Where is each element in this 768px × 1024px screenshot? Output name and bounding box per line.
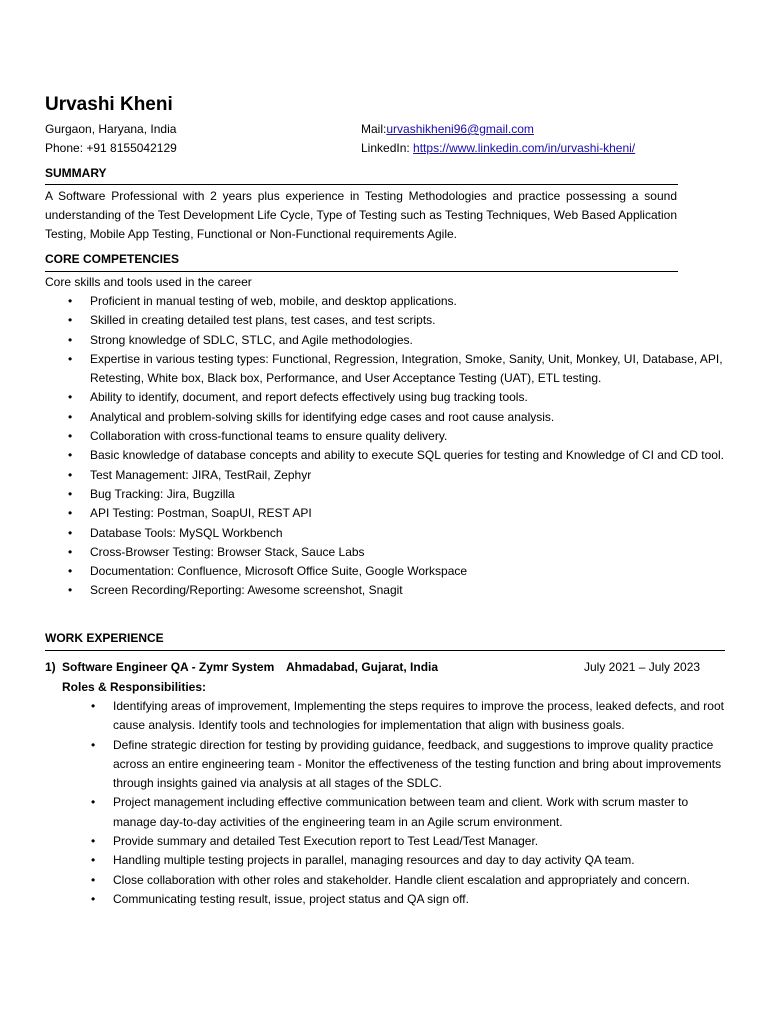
contact-left: [45, 120, 177, 158]
bullet-icon: •: [68, 544, 73, 559]
summary-text: A Software Professional with 2 years plus experience in Testing Methodologies and practice possessing a sound understanding of the Test Development Life Cycle, Type of Testing such as Testing Techniques, Web Based Application Testing, Mobile App Testing, Functional or Non-Functional requirements Agile.: [45, 189, 677, 242]
bullet-icon: •: [91, 699, 96, 713]
list-item-text: Bug Tracking: Jira, Bugzilla: [90, 486, 235, 501]
list-item-text: Handling multiple testing projects in parallel, managing resources and day to day activity QA team.: [113, 853, 635, 868]
job-title: Software Engineer QA - Zymr System: [62, 660, 275, 674]
list-item-text: Collaboration with cross-functional teams to ensure quality delivery.: [90, 429, 448, 444]
list-item: [68, 388, 728, 407]
bullet-icon: •: [91, 891, 96, 906]
bullet-icon: •: [68, 525, 73, 540]
list-item-text: Proficient in manual testing of web, mobile, and desktop applications.: [90, 294, 457, 308]
list-item-text: Ability to identify, document, and report defects effectively using bug tracking tools.: [90, 390, 528, 405]
candidate-name: Urvashi Kheni: [45, 94, 173, 115]
competencies-intro: Core skills and tools used in the career: [45, 275, 252, 289]
bullet-icon: •: [68, 486, 73, 501]
linkedin-label: LinkedIn:: [361, 141, 414, 155]
job-location: Ahmadabad, Gujarat, India: [286, 660, 439, 674]
roles-heading: Roles & Responsibilities:: [62, 680, 207, 694]
competencies-heading: CORE COMPETENCIES: [45, 252, 180, 266]
list-item: [91, 832, 725, 851]
competencies-divider: [45, 271, 678, 272]
experience-heading: WORK EXPERIENCE: [45, 631, 164, 645]
list-item: [91, 793, 725, 832]
list-item: [68, 524, 728, 543]
list-item-text: Analytical and problem-solving skills for identifying edge cases and root cause analysis.: [90, 409, 555, 424]
job-number: 1): [45, 660, 56, 674]
list-item-text: Skilled in creating detailed test plans, test cases, and test scripts.: [90, 313, 436, 328]
list-item: [68, 466, 728, 485]
mail-label: Mail:: [361, 122, 387, 136]
list-item-text: API Testing: Postman, SoapUI, REST API: [90, 506, 312, 521]
list-item: [68, 292, 728, 311]
summary-divider: [45, 184, 678, 185]
bullet-icon: •: [68, 313, 73, 328]
list-item-text: Basic knowledge of database concepts and ability to execute SQL queries for testing and Knowledge of CI and CD tool.: [90, 448, 724, 463]
bullet-icon: •: [91, 834, 96, 849]
bullet-icon: •: [68, 448, 73, 463]
list-item-text: Project management including effective communication between team and client. Work with scrum master to manage day-to-day activities of the engineering team in an Agile scrum environment.: [113, 795, 689, 829]
list-item-text: Expertise in various testing types: Functional, Regression, Integration, Smoke, Sanity, Unit, Monkey, UI, Database, API, Retesting, White box, Black box, Performance, and User Acceptance Testing (UAT), ETL testing.: [90, 351, 723, 386]
responsibilities-list: [91, 697, 725, 909]
bullet-icon: •: [91, 795, 96, 810]
job-dates: July 2021 – July 2023: [584, 660, 701, 674]
list-item-text: Cross-Browser Testing: Browser Stack, Sauce Labs: [90, 544, 365, 559]
list-item: [68, 311, 728, 330]
bullet-icon: •: [68, 294, 73, 308]
list-item-text: Communicating testing result, issue, project status and QA sign off.: [113, 891, 469, 906]
list-item: [91, 736, 725, 794]
bullet-icon: •: [91, 737, 96, 752]
list-item-text: Define strategic direction for testing by providing guidance, feedback, and suggestions to improve quality practice across an entire engineering team - Monitor the effectiveness of the testing function and bring about improvements through insights gained via analysis at all stages of the SDLC.: [113, 737, 722, 791]
list-item: [68, 581, 728, 600]
list-item: [91, 697, 725, 736]
mail-link[interactable]: urvashikheni96@gmail.com: [386, 122, 534, 136]
list-item-text: Identifying areas of improvement, Implementing the steps requires to improve the process, leaked defects, and root cause analysis. Identify tools and technologies for implementation that align with business goals.: [113, 699, 724, 733]
bullet-icon: •: [68, 583, 73, 598]
list-item-text: Database Tools: MySQL Workbench: [90, 525, 283, 540]
list-item-text: Documentation: Confluence, Microsoft Office Suite, Google Workspace: [90, 564, 468, 579]
bullet-icon: •: [68, 409, 73, 424]
mail-line: [361, 120, 635, 139]
competencies-list: [68, 292, 728, 601]
list-item: [68, 427, 728, 446]
list-item: [91, 871, 725, 890]
bullet-icon: •: [68, 467, 73, 482]
list-item: [68, 446, 728, 465]
list-item: [68, 543, 728, 562]
list-item: [68, 562, 728, 581]
list-item-text: Screen Recording/Reporting: Awesome screenshot, Snagit: [90, 583, 403, 598]
list-item: [91, 890, 725, 909]
linkedin-line: [361, 139, 635, 158]
bullet-icon: •: [68, 351, 73, 366]
list-item: [68, 331, 728, 350]
linkedin-link[interactable]: https://www.linkedin.com/in/urvashi-kheni/: [413, 141, 636, 155]
list-item-text: Strong knowledge of SDLC, STLC, and Agile methodologies.: [90, 332, 413, 347]
bullet-icon: •: [68, 390, 73, 405]
location-text: Gurgaon, Haryana, India: [45, 122, 177, 136]
list-item: [68, 408, 728, 427]
summary-heading: SUMMARY: [45, 166, 107, 180]
list-item: [68, 350, 728, 389]
list-item-text: Close collaboration with other roles and stakeholder. Handle client escalation and appropriately and concern.: [113, 872, 691, 887]
phone-text: Phone: +91 8155042129: [45, 141, 177, 155]
list-item: [68, 504, 728, 523]
bullet-icon: •: [91, 853, 96, 868]
list-item: [91, 851, 725, 870]
bullet-icon: •: [91, 872, 96, 887]
list-item-text: Test Management: JIRA, TestRail, Zephyr: [90, 467, 312, 482]
contact-right: [361, 120, 635, 158]
list-item-text: Provide summary and detailed Test Execution report to Test Lead/Test Manager.: [113, 834, 539, 849]
list-item: [68, 485, 728, 504]
bullet-icon: •: [68, 429, 73, 444]
experience-divider: [45, 650, 725, 651]
bullet-icon: •: [68, 332, 73, 347]
bullet-icon: •: [68, 506, 73, 521]
bullet-icon: •: [68, 564, 73, 579]
